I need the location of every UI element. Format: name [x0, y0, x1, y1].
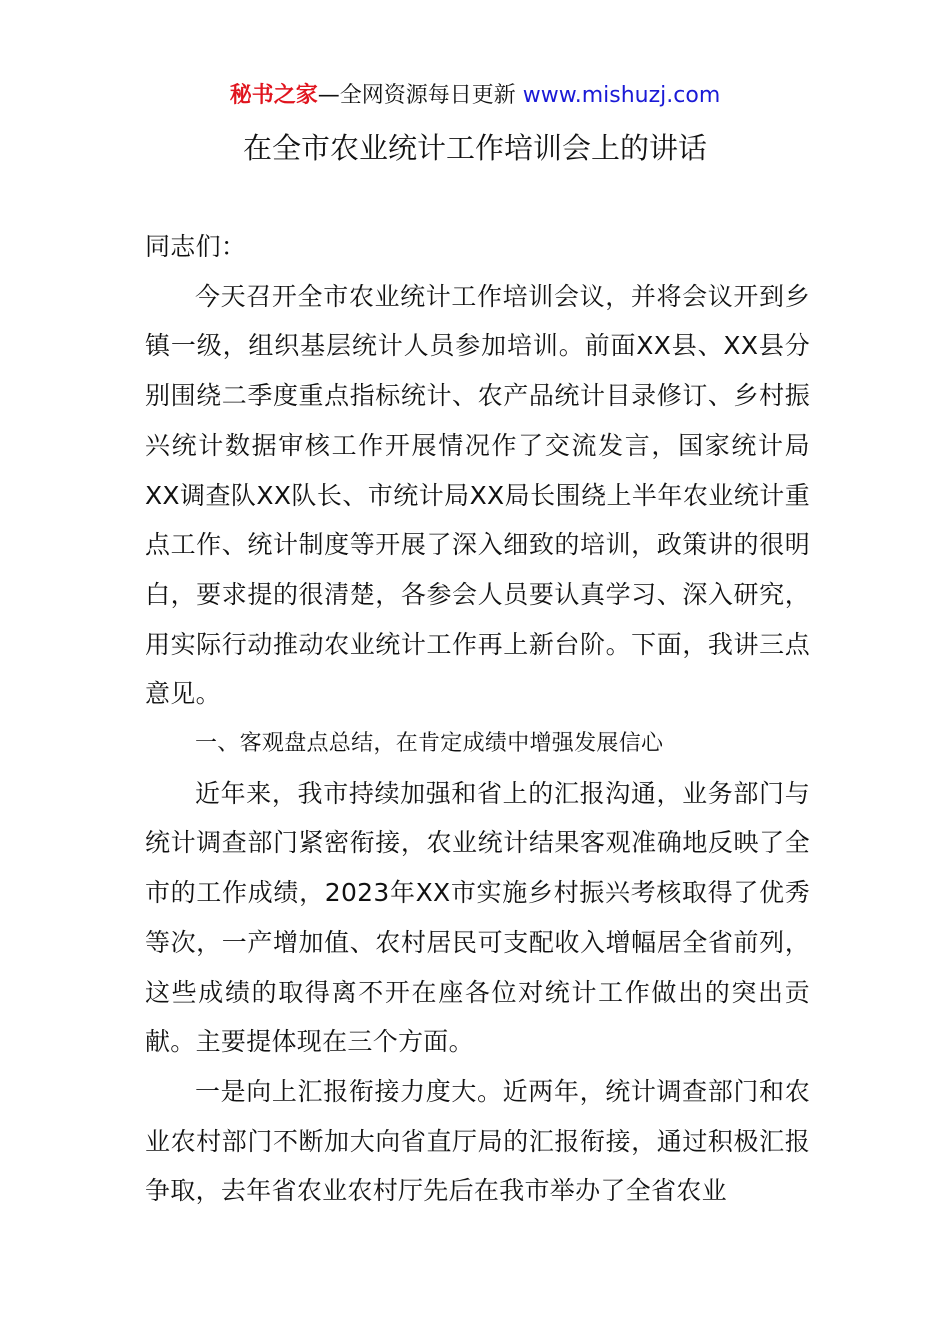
section-paragraph: 近年来，我市持续加强和省上的汇报沟通，业务部门与统计调查部门紧密衔接，农业统计结果客观准确地反映了全市的工作成绩，2023年XX市实施乡村振兴考核取得了优秀等次，一产增加值、农村居民可支配收入增幅居全省前列，这些成绩的取得离不开在座各位对统计工作做出的突出贡献。主要提体现在三个方面。 — [145, 778, 810, 1057]
site-header — [0, 80, 950, 112]
opening-paragraph: 今天召开全市农业统计工作培训会议，并将会议开到乡镇一级，组织基层统计人员参加培训。前面XX县、XX县分别围绕二季度重点指标统计、农产品统计目录修订、乡村振兴统计数据审核工作开展情况作了交流发言，国家统计局XX调查队XX队长、市统计局XX局长围绕上半年农业统计重点工作、统计制度等开展了深入细致的培训，政策讲的很明白，要求提的很清楚，各参会人员要认真学习、深入研究，用实际行动推动农业统计工作再上新台阶。下面，我讲三点意见。 — [145, 281, 810, 709]
site-url-link[interactable]: www.mishuzj.com — [522, 83, 721, 108]
document-body — [145, 222, 810, 1216]
document-title: 在全市农业统计工作培训会上的讲话 — [242, 131, 707, 165]
section-paragraph: 一是向上汇报衔接力度大。近两年，统计调查部门和农业农村部门不断加大向省直厅局的汇报衔接，通过积极汇报争取，去年省农业农村厅先后在我市举办了全省农业 — [145, 1076, 810, 1206]
header-slogan: —全网资源每日更新 — [317, 83, 516, 108]
section-heading: 一、客观盘点总结，在肯定成绩中增强发展信心 — [195, 731, 664, 757]
salutation: 同志们： — [145, 232, 247, 261]
brand-name: 秘书之家 — [229, 83, 318, 108]
